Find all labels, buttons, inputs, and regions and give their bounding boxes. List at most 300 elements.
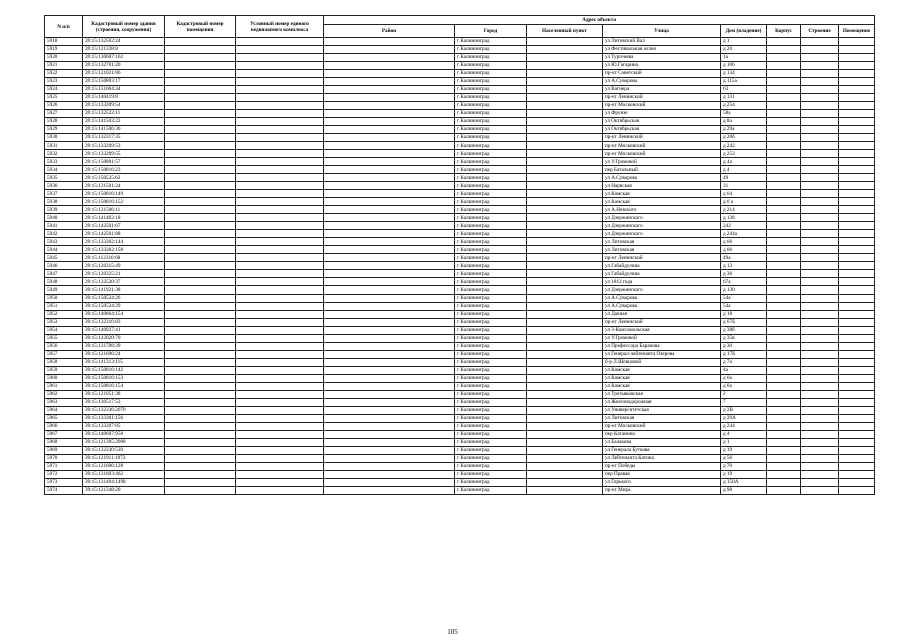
cell-settlement	[527, 398, 603, 406]
cell-structure	[801, 382, 839, 390]
cell-building	[767, 134, 801, 142]
cell-cadastral-building: 39:15:121338:8	[83, 46, 165, 54]
cell-building	[767, 294, 801, 302]
cell-conditional-number	[236, 310, 324, 318]
cell-district	[324, 350, 455, 358]
cell-city: г Калининград	[455, 358, 527, 366]
cell-street: ул Балакова	[603, 438, 721, 446]
cell-premises	[839, 326, 875, 334]
cell-cadastral-building: 39:15:121606:128	[83, 462, 165, 470]
cell-num: 5939	[45, 206, 83, 214]
cell-building	[767, 302, 801, 310]
table-row	[45, 470, 875, 478]
table-row	[45, 158, 875, 166]
cell-num: 5935	[45, 174, 83, 182]
cell-premises	[839, 254, 875, 262]
cell-structure	[801, 270, 839, 278]
cell-district	[324, 310, 455, 318]
cell-cadastral-room	[165, 198, 236, 206]
cell-structure	[801, 446, 839, 454]
cell-settlement	[527, 46, 603, 54]
cell-cadastral-building: 39:15:141921:38	[83, 286, 165, 294]
cell-district	[324, 366, 455, 374]
cell-cadastral-room	[165, 358, 236, 366]
cell-house: д 134	[721, 70, 767, 78]
cell-num: 5974	[45, 486, 83, 494]
cell-street: пр-кт Московский	[603, 150, 721, 158]
cell-settlement	[527, 270, 603, 278]
cell-settlement	[527, 150, 603, 158]
cell-building	[767, 462, 801, 470]
cell-district	[324, 278, 455, 286]
table-row	[45, 198, 875, 206]
cell-house: 4а	[721, 366, 767, 374]
cell-building	[767, 270, 801, 278]
cell-structure	[801, 222, 839, 230]
cell-city: г Калининград	[455, 206, 527, 214]
cell-street: пр-кт Ленинский	[603, 134, 721, 142]
cell-house: д 131	[721, 94, 767, 102]
cell-conditional-number	[236, 182, 324, 190]
table-row	[45, 286, 875, 294]
cell-building	[767, 94, 801, 102]
cell-building	[767, 254, 801, 262]
table-row	[45, 414, 875, 422]
cell-cadastral-room	[165, 62, 236, 70]
cell-num: 5922	[45, 70, 83, 78]
cell-num: 5949	[45, 286, 83, 294]
cell-num: 5938	[45, 198, 83, 206]
cell-conditional-number	[236, 134, 324, 142]
cell-city: г Калининград	[455, 318, 527, 326]
cell-structure	[801, 350, 839, 358]
cell-city: г Калининград	[455, 342, 527, 350]
cell-cadastral-building: 39:15:150816:154	[83, 382, 165, 390]
cell-street: ул А.Суворова	[603, 294, 721, 302]
cell-house: 31	[721, 182, 767, 190]
cell-conditional-number	[236, 382, 324, 390]
cell-street: ул А.Суворова	[603, 302, 721, 310]
cell-cadastral-room	[165, 270, 236, 278]
cell-building	[767, 102, 801, 110]
cell-building	[767, 46, 801, 54]
cell-cadastral-building: 39:15:133209:53	[83, 142, 165, 150]
table-row	[45, 38, 875, 46]
cell-city: г Калининград	[455, 126, 527, 134]
cell-settlement	[527, 118, 603, 126]
cell-district	[324, 374, 455, 382]
cell-building	[767, 150, 801, 158]
cell-district	[324, 54, 455, 62]
cell-district	[324, 270, 455, 278]
cell-building	[767, 206, 801, 214]
cell-street: ул Камская	[603, 190, 721, 198]
table-row	[45, 70, 875, 78]
cell-premises	[839, 446, 875, 454]
cell-city: г Калининград	[455, 430, 527, 438]
header-city: Город	[455, 25, 527, 38]
cell-settlement	[527, 454, 603, 462]
cell-num: 5968	[45, 438, 83, 446]
cell-district	[324, 182, 455, 190]
table-row	[45, 406, 875, 414]
cell-settlement	[527, 334, 603, 342]
cell-district	[324, 222, 455, 230]
cell-conditional-number	[236, 262, 324, 270]
cell-premises	[839, 294, 875, 302]
cell-conditional-number	[236, 438, 324, 446]
cell-city: г Калининград	[455, 174, 527, 182]
table-row	[45, 262, 875, 270]
cell-house: д 4	[721, 166, 767, 174]
cell-conditional-number	[236, 462, 324, 470]
cell-street: ул У.Громовой	[603, 158, 721, 166]
cell-city: г Калининград	[455, 142, 527, 150]
cell-district	[324, 142, 455, 150]
cell-premises	[839, 190, 875, 198]
cell-street: ул Литовская	[603, 414, 721, 422]
cell-building	[767, 246, 801, 254]
cell-city: г Калининград	[455, 110, 527, 118]
cell-settlement	[527, 254, 603, 262]
cell-street: ул Фестивальная аллея	[603, 46, 721, 54]
cell-num: 5966	[45, 422, 83, 430]
cell-building	[767, 38, 801, 46]
cell-street: ул Габайдулина	[603, 262, 721, 270]
cell-cadastral-room	[165, 462, 236, 470]
cell-structure	[801, 406, 839, 414]
cell-premises	[839, 398, 875, 406]
table-row	[45, 110, 875, 118]
cell-district	[324, 390, 455, 398]
cell-house: д 150А	[721, 478, 767, 486]
cell-premises	[839, 54, 875, 62]
cell-street: ул А.Суворова	[603, 78, 721, 86]
cell-street: пр-кт Победы	[603, 462, 721, 470]
cell-house: 63	[721, 86, 767, 94]
cell-conditional-number	[236, 470, 324, 478]
header-structure: Строение	[801, 25, 839, 38]
table-row	[45, 454, 875, 462]
cell-district	[324, 38, 455, 46]
cell-conditional-number	[236, 254, 324, 262]
cell-conditional-number	[236, 406, 324, 414]
cell-cadastral-room	[165, 294, 236, 302]
cell-cadastral-building: 39:15:131506:11	[83, 206, 165, 214]
cell-cadastral-room	[165, 350, 236, 358]
cell-structure	[801, 126, 839, 134]
cell-building	[767, 86, 801, 94]
cell-building	[767, 182, 801, 190]
cell-city: г Калининград	[455, 278, 527, 286]
cell-num: 5950	[45, 294, 83, 302]
table-row	[45, 310, 875, 318]
cell-structure	[801, 118, 839, 126]
cell-district	[324, 118, 455, 126]
cell-house: д 19	[721, 470, 767, 478]
table-row	[45, 86, 875, 94]
cell-cadastral-building: 39:15:142501:88	[83, 230, 165, 238]
cell-street: ул Дзержинского	[603, 214, 721, 222]
cell-district	[324, 406, 455, 414]
cell-cadastral-room	[165, 374, 236, 382]
cell-premises	[839, 182, 875, 190]
cell-cadastral-building: 39:15:150525:62	[83, 174, 165, 182]
cell-structure	[801, 486, 839, 494]
cell-settlement	[527, 78, 603, 86]
table-row	[45, 190, 875, 198]
cell-street: пер Правая	[603, 470, 721, 478]
table-row	[45, 478, 875, 486]
cell-structure	[801, 478, 839, 486]
cell-structure	[801, 262, 839, 270]
cell-cadastral-room	[165, 230, 236, 238]
cell-street: пр-кт Московский	[603, 422, 721, 430]
cell-city: г Калининград	[455, 214, 527, 222]
cell-structure	[801, 254, 839, 262]
cell-num: 5971	[45, 462, 83, 470]
cell-building	[767, 414, 801, 422]
cell-premises	[839, 270, 875, 278]
cell-cadastral-building: 39:15:140864:154	[83, 310, 165, 318]
cell-building	[767, 238, 801, 246]
cell-settlement	[527, 278, 603, 286]
cell-building	[767, 422, 801, 430]
cell-premises	[839, 278, 875, 286]
cell-building	[767, 398, 801, 406]
cell-district	[324, 398, 455, 406]
cell-conditional-number	[236, 166, 324, 174]
cell-num: 5958	[45, 358, 83, 366]
cell-premises	[839, 94, 875, 102]
cell-num: 5933	[45, 158, 83, 166]
cell-conditional-number	[236, 214, 324, 222]
cell-city: г Калининград	[455, 446, 527, 454]
cell-cadastral-building: 39:15:140927:41	[83, 326, 165, 334]
cell-settlement	[527, 446, 603, 454]
cell-building	[767, 230, 801, 238]
cell-street: пр-кт Мира	[603, 486, 721, 494]
cell-cadastral-room	[165, 430, 236, 438]
cell-conditional-number	[236, 230, 324, 238]
cell-city: г Калининград	[455, 78, 527, 86]
cell-building	[767, 118, 801, 126]
cell-district	[324, 62, 455, 70]
table-row	[45, 446, 875, 454]
cell-num: 5973	[45, 478, 83, 486]
cell-house: д 254	[721, 102, 767, 110]
cell-street: б-р Л.Шевцовой	[603, 358, 721, 366]
table-row	[45, 118, 875, 126]
cell-settlement	[527, 414, 603, 422]
cell-structure	[801, 38, 839, 46]
cell-house: д 4а	[721, 158, 767, 166]
cell-num: 5960	[45, 374, 83, 382]
cell-city: г Калининград	[455, 230, 527, 238]
cell-structure	[801, 174, 839, 182]
cell-num: 5967	[45, 430, 83, 438]
cell-district	[324, 230, 455, 238]
cell-premises	[839, 118, 875, 126]
cell-city: г Калининград	[455, 422, 527, 430]
cell-street: ул Фрунзе	[603, 110, 721, 118]
cell-cadastral-building: 39:15:150524:26	[83, 294, 165, 302]
cell-city: г Калининград	[455, 366, 527, 374]
cell-settlement	[527, 366, 603, 374]
cell-conditional-number	[236, 454, 324, 462]
cell-num: 5965	[45, 414, 83, 422]
cell-district	[324, 342, 455, 350]
table-row	[45, 246, 875, 254]
cell-cadastral-building: 39:15:150816:152	[83, 198, 165, 206]
cell-settlement	[527, 158, 603, 166]
cell-premises	[839, 238, 875, 246]
cell-structure	[801, 302, 839, 310]
cell-num: 5921	[45, 62, 83, 70]
cell-street: ул Генерал-лейтенанта Озерова	[603, 350, 721, 358]
cell-conditional-number	[236, 190, 324, 198]
cell-settlement	[527, 62, 603, 70]
cell-street: ул Октябрьская	[603, 126, 721, 134]
cell-cadastral-room	[165, 134, 236, 142]
cell-city: г Калининград	[455, 158, 527, 166]
cell-street: ул Третьяковская	[603, 390, 721, 398]
cell-district	[324, 46, 455, 54]
cell-structure	[801, 294, 839, 302]
cell-premises	[839, 206, 875, 214]
cell-settlement	[527, 102, 603, 110]
header-conditional-number: Условный номер единого недвижимого комплекса	[236, 16, 324, 38]
cell-cadastral-room	[165, 382, 236, 390]
table-row	[45, 54, 875, 62]
cell-street: ул Литовская	[603, 246, 721, 254]
cell-house: д 64	[721, 190, 767, 198]
cell-street: ул Литовская	[603, 238, 721, 246]
cell-cadastral-building: 39:15:150803:17	[83, 78, 165, 86]
cell-settlement	[527, 430, 603, 438]
cell-district	[324, 302, 455, 310]
cell-house: 54а	[721, 294, 767, 302]
cell-house: д 13	[721, 262, 767, 270]
cell-structure	[801, 198, 839, 206]
cell-city: г Калининград	[455, 302, 527, 310]
cell-cadastral-building: 39:15:151004:34	[83, 86, 165, 94]
cell-district	[324, 294, 455, 302]
cell-house: д 106	[721, 62, 767, 70]
cell-num: 5941	[45, 222, 83, 230]
cell-structure	[801, 206, 839, 214]
cell-cadastral-room	[165, 118, 236, 126]
cell-conditional-number	[236, 430, 324, 438]
cell-street: ул А.Суворова	[603, 174, 721, 182]
cell-city: г Калининград	[455, 406, 527, 414]
cell-house: д 8а	[721, 118, 767, 126]
cell-district	[324, 190, 455, 198]
cell-structure	[801, 102, 839, 110]
cell-settlement	[527, 422, 603, 430]
cell-conditional-number	[236, 46, 324, 54]
cell-house: д 130	[721, 286, 767, 294]
cell-city: г Калининград	[455, 54, 527, 62]
table-row	[45, 334, 875, 342]
cell-premises	[839, 422, 875, 430]
cell-settlement	[527, 70, 603, 78]
table-row	[45, 358, 875, 366]
cell-settlement	[527, 438, 603, 446]
cell-building	[767, 470, 801, 478]
cell-district	[324, 454, 455, 462]
cell-structure	[801, 358, 839, 366]
cell-building	[767, 310, 801, 318]
table-row	[45, 422, 875, 430]
cell-structure	[801, 246, 839, 254]
cell-premises	[839, 366, 875, 374]
cell-district	[324, 470, 455, 478]
cell-cadastral-room	[165, 454, 236, 462]
cell-house: д 1	[721, 438, 767, 446]
cell-house: 49	[721, 174, 767, 182]
cell-cadastral-building: 39:15:142501:67	[83, 222, 165, 230]
cell-building	[767, 478, 801, 486]
page-number: 105	[447, 628, 458, 636]
cell-street: ул Габайдулина	[603, 270, 721, 278]
cell-premises	[839, 310, 875, 318]
table-row	[45, 78, 875, 86]
cell-num: 5928	[45, 118, 83, 126]
cell-conditional-number	[236, 318, 324, 326]
cell-num: 5948	[45, 278, 83, 286]
cell-settlement	[527, 222, 603, 230]
cell-building	[767, 366, 801, 374]
cell-cadastral-building: 39:15:121021:86	[83, 70, 165, 78]
cell-building	[767, 126, 801, 134]
cell-district	[324, 174, 455, 182]
cell-settlement	[527, 310, 603, 318]
cell-num: 5923	[45, 78, 83, 86]
cell-cadastral-room	[165, 70, 236, 78]
cell-city: г Калининград	[455, 334, 527, 342]
cell-num: 5920	[45, 54, 83, 62]
cell-house: д 244а	[721, 230, 767, 238]
cell-city: г Калининград	[455, 246, 527, 254]
cell-cadastral-building: 39:15:133301:156	[83, 414, 165, 422]
cell-house: 67а	[721, 278, 767, 286]
cell-structure	[801, 166, 839, 174]
cell-structure	[801, 94, 839, 102]
cell-cadastral-building: 39:15:121051:38	[83, 390, 165, 398]
cell-settlement	[527, 390, 603, 398]
cell-conditional-number	[236, 286, 324, 294]
cell-structure	[801, 142, 839, 150]
cell-cadastral-building: 39:15:132336:2070	[83, 406, 165, 414]
cell-structure	[801, 214, 839, 222]
cell-house: д 242	[721, 142, 767, 150]
cell-house: д 38б	[721, 326, 767, 334]
cell-house: д 36	[721, 270, 767, 278]
cell-district	[324, 78, 455, 86]
cell-structure	[801, 318, 839, 326]
cell-district	[324, 166, 455, 174]
cell-street: ул Октябрьская	[603, 118, 721, 126]
header-settlement: Населенный пункт	[527, 25, 603, 38]
cell-cadastral-building: 39:15:121305:2008	[83, 438, 165, 446]
cell-cadastral-building: 39:15:133302:144	[83, 238, 165, 246]
cell-cadastral-room	[165, 254, 236, 262]
cell-structure	[801, 422, 839, 430]
cell-structure	[801, 366, 839, 374]
cell-street: пр-кт Московский	[603, 102, 721, 110]
cell-premises	[839, 358, 875, 366]
